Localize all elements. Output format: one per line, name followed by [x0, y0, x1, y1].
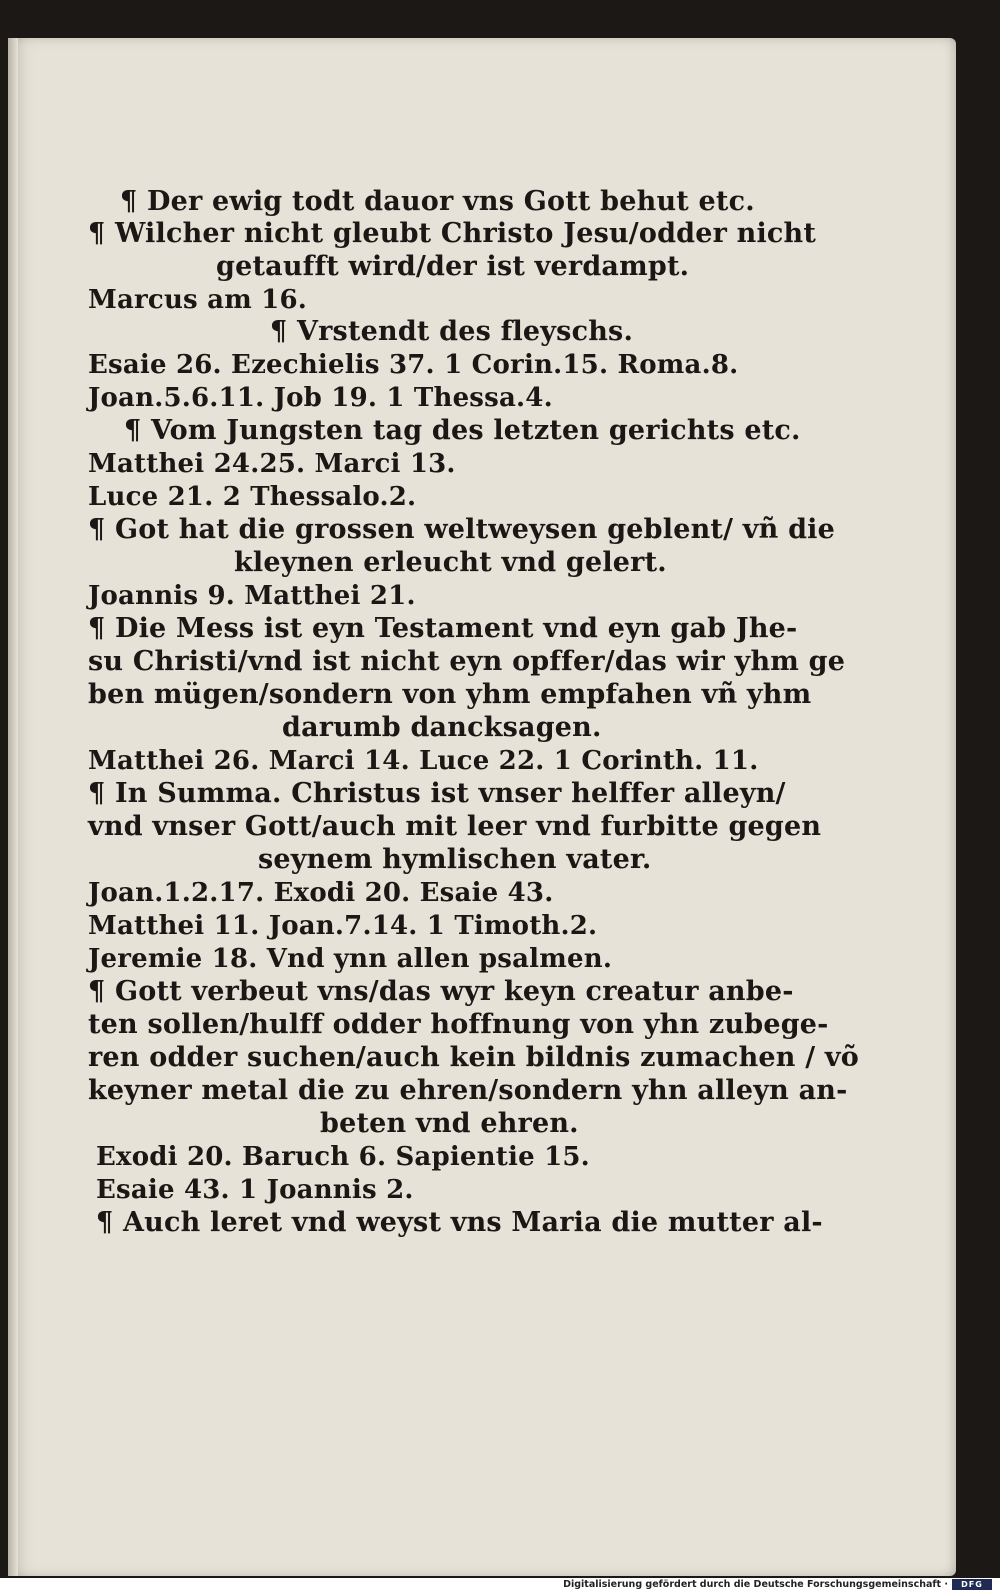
text-line: Esaie 26. Ezechielis 37. 1 Corin.15. Roma.8.	[88, 350, 739, 380]
text-line: Joannis 9. Matthei 21.	[88, 581, 416, 611]
text-line: Matthei 24.25. Marci 13.	[88, 449, 456, 479]
text-block	[8, 38, 956, 1576]
text-line: Exodi 20. Baruch 6. Sapientie 15.	[96, 1142, 590, 1172]
book-page	[8, 38, 956, 1576]
text-line: Luce 21. 2 Thessalo.2.	[88, 482, 417, 512]
text-line: Joan.1.2.17. Exodi 20. Esaie 43.	[88, 878, 554, 908]
text-line: ten sollen/hulff odder hoffnung von yhn zubege-	[88, 1009, 829, 1040]
text-line: Matthei 26. Marci 14. Luce 22. 1 Corinth. 11.	[88, 746, 759, 776]
text-line: Marcus am 16.	[88, 285, 307, 315]
text-line: Matthei 11. Joan.7.14. 1 Timoth.2.	[88, 911, 598, 941]
text-line: keyner metal die zu ehren/sondern yhn alleyn an-	[88, 1075, 848, 1106]
text-line: ¶ Gott verbeut vns/das wyr keyn creatur anbe-	[88, 976, 794, 1007]
footer-credit: Digitalisierung gefördert durch die Deutsche Forschungsgemeinschaft ·	[563, 1579, 948, 1590]
text-line: ¶ Der ewig todt dauor vns Gott behut etc.	[120, 186, 755, 217]
text-line: seynem hymlischen vater.	[258, 844, 652, 875]
text-line: Esaie 43. 1 Joannis 2.	[96, 1175, 414, 1205]
text-line: kleynen erleucht vnd gelert.	[234, 547, 667, 578]
text-line: ben mügen/sondern von yhm empfahen vñ yhm	[88, 679, 812, 710]
text-line: ren odder suchen/auch kein bildnis zumachen / võ	[88, 1042, 859, 1073]
text-line: ¶ Got hat die grossen weltweysen geblent/ vñ die	[88, 514, 835, 545]
text-line: Jeremie 18. Vnd ynn allen psalmen.	[88, 944, 613, 974]
text-line: ¶ Die Mess ist eyn Testament vnd eyn gab Jhe-	[88, 613, 798, 644]
text-line: ¶ Auch leret vnd weyst vns Maria die mutter al-	[96, 1207, 823, 1238]
text-line: vnd vnser Gott/auch mit leer vnd furbitte gegen	[88, 811, 822, 842]
text-line: su Christi/vnd ist nicht eyn opffer/das wir yhm ge	[88, 646, 846, 677]
footer-bar	[0, 1578, 1000, 1591]
text-line: beten vnd ehren.	[320, 1108, 579, 1139]
text-line: ¶ Vrstendt des fleyschs.	[270, 316, 634, 347]
text-line: Joan.5.6.11. Job 19. 1 Thessa.4.	[88, 383, 553, 413]
dfg-logo-icon: DFG	[952, 1579, 992, 1590]
text-line: ¶ In Summa. Christus ist vnser helffer alleyn/	[88, 778, 786, 809]
text-line: ¶ Vom Jungsten tag des letzten gerichts etc.	[124, 415, 801, 446]
text-line: getaufft wird/der ist verdampt.	[216, 251, 690, 282]
text-line: ¶ Wilcher nicht gleubt Christo Jesu/odder nicht	[88, 218, 817, 249]
text-line: darumb dancksagen.	[282, 712, 602, 743]
